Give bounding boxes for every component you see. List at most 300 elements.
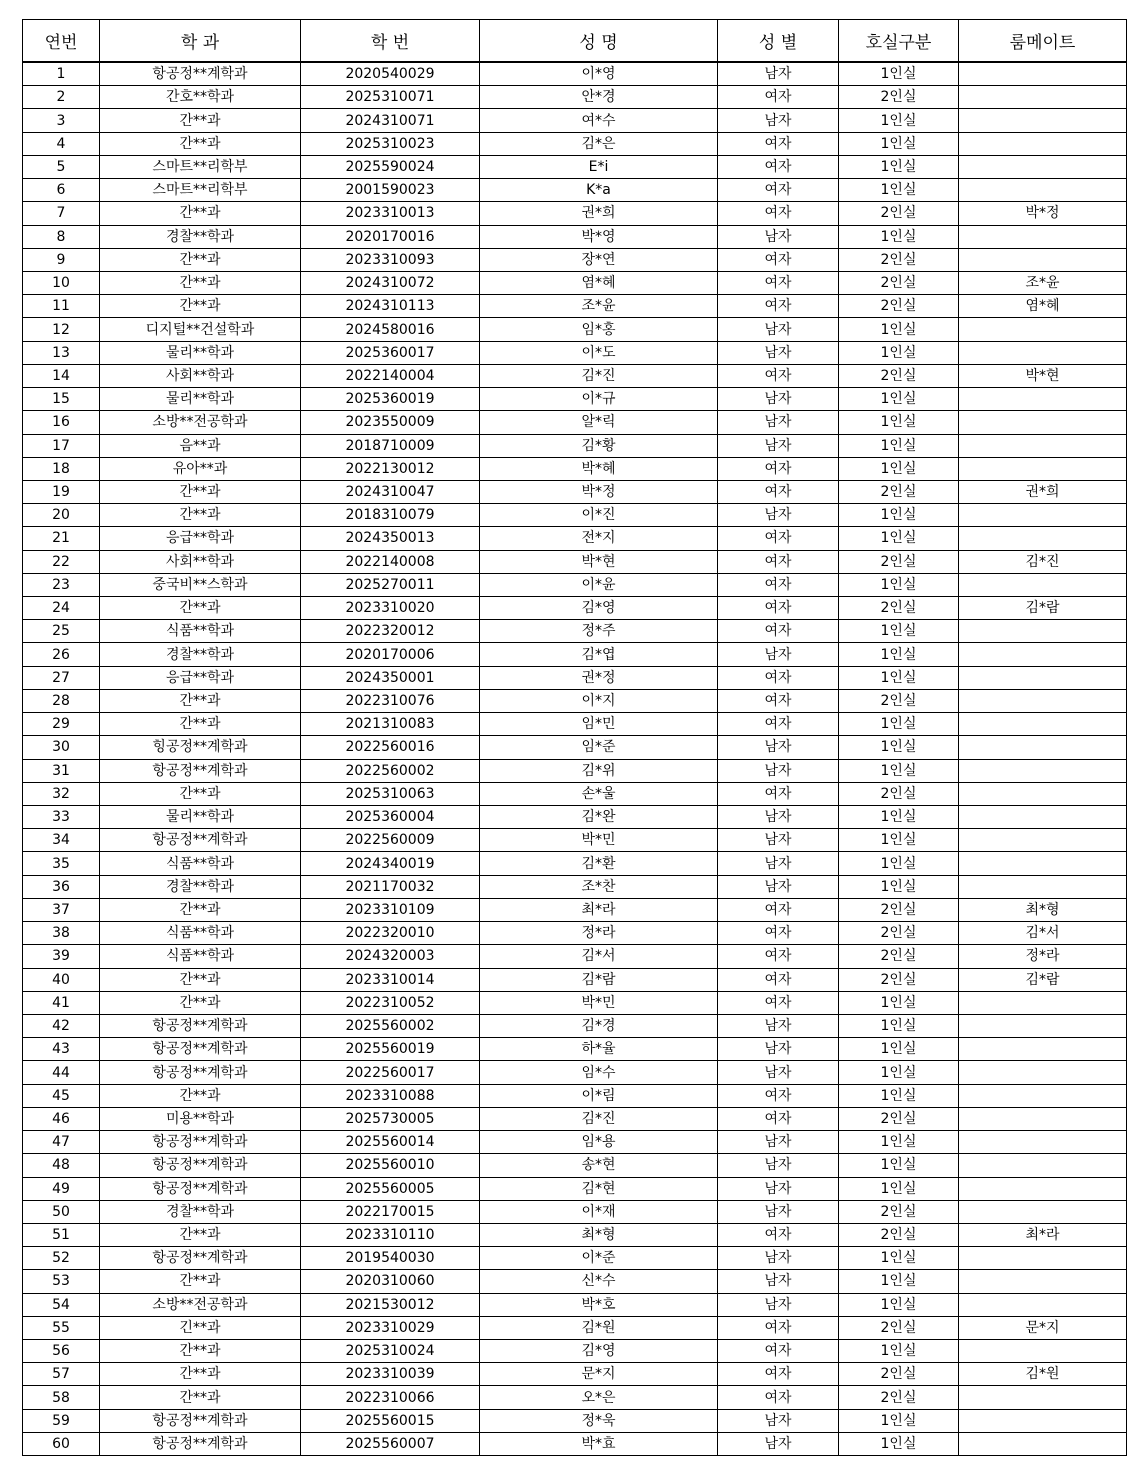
cell-no: 57 [23,1363,100,1386]
cell-roommate: 김*진 [959,550,1127,573]
cell-room-type: 1인실 [839,527,959,550]
cell-room-type: 2인실 [839,1316,959,1339]
cell-no: 18 [23,457,100,480]
header-row [23,20,1127,63]
header-department: 학 과 [100,20,301,63]
table-row [23,411,1127,434]
cell-no: 10 [23,271,100,294]
cell-room-type: 1인실 [839,1131,959,1154]
cell-student-id: 2020170006 [301,643,480,666]
table-row [23,1223,1127,1246]
cell-room-type: 1인실 [839,829,959,852]
cell-department: 간**과 [100,713,301,736]
cell-gender: 여자 [718,155,839,178]
cell-gender: 여자 [718,179,839,202]
cell-name: 하*율 [480,1038,718,1061]
cell-roommate [959,573,1127,596]
table-row [23,1061,1127,1084]
cell-roommate [959,62,1127,86]
cell-department: 간**과 [100,1363,301,1386]
cell-room-type: 1인실 [839,155,959,178]
cell-roommate [959,86,1127,109]
cell-student-id: 2022560016 [301,736,480,759]
cell-room-type: 1인실 [839,806,959,829]
cell-student-id: 2023310014 [301,968,480,991]
cell-name: 이*준 [480,1247,718,1270]
cell-student-id: 2025560002 [301,1014,480,1037]
cell-room-type: 1인실 [839,62,959,86]
table-row [23,597,1127,620]
cell-name: 정*욱 [480,1409,718,1432]
cell-roommate [959,388,1127,411]
table-row [23,1340,1127,1363]
cell-no: 16 [23,411,100,434]
cell-roommate [959,1014,1127,1037]
cell-student-id: 2001590023 [301,179,480,202]
cell-no: 59 [23,1409,100,1432]
cell-student-id: 2022560002 [301,759,480,782]
cell-student-id: 2025310023 [301,132,480,155]
table-row [23,1386,1127,1409]
cell-no: 2 [23,86,100,109]
cell-no: 25 [23,620,100,643]
cell-student-id: 2021530012 [301,1293,480,1316]
cell-department: 스마트**리학부 [100,155,301,178]
table-row [23,968,1127,991]
cell-department: 긴**과 [100,1316,301,1339]
table-row [23,1200,1127,1223]
cell-student-id: 2022140008 [301,550,480,573]
cell-gender: 남자 [718,875,839,898]
cell-room-type: 2인실 [839,1107,959,1130]
cell-gender: 남자 [718,1432,839,1455]
cell-roommate [959,1177,1127,1200]
cell-department: 사회**학과 [100,550,301,573]
cell-department: 사회**학과 [100,364,301,387]
cell-student-id: 2020170016 [301,225,480,248]
cell-name: 김*위 [480,759,718,782]
header-roommate: 룸메이트 [959,20,1127,63]
cell-gender: 여자 [718,620,839,643]
cell-room-type: 2인실 [839,295,959,318]
cell-roommate [959,248,1127,271]
cell-department: 간**과 [100,991,301,1014]
cell-gender: 남자 [718,341,839,364]
cell-student-id: 2022320010 [301,922,480,945]
cell-name: 김*현 [480,1177,718,1200]
cell-department: 항공정**계학과 [100,1038,301,1061]
cell-no: 9 [23,248,100,271]
cell-no: 39 [23,945,100,968]
cell-no: 13 [23,341,100,364]
cell-room-type: 2인실 [839,271,959,294]
cell-room-type: 1인실 [839,1177,959,1200]
cell-department: 스마트**리학부 [100,179,301,202]
cell-name: 박*혜 [480,457,718,480]
cell-name: 이*지 [480,689,718,712]
cell-room-type: 1인실 [839,504,959,527]
table-row [23,504,1127,527]
cell-no: 31 [23,759,100,782]
table-row [23,573,1127,596]
cell-roommate: 김*람 [959,597,1127,620]
cell-no: 23 [23,573,100,596]
cell-roommate: 문*지 [959,1316,1127,1339]
table-row [23,109,1127,132]
cell-gender: 남자 [718,1014,839,1037]
cell-name: 김*서 [480,945,718,968]
cell-room-type: 1인실 [839,1038,959,1061]
cell-roommate [959,318,1127,341]
cell-room-type: 1인실 [839,434,959,457]
cell-roommate [959,155,1127,178]
cell-department: 간**과 [100,132,301,155]
cell-gender: 여자 [718,573,839,596]
cell-gender: 여자 [718,782,839,805]
table-row [23,1154,1127,1177]
cell-gender: 여자 [718,248,839,271]
cell-gender: 남자 [718,1293,839,1316]
table-row [23,1270,1127,1293]
cell-room-type: 1인실 [839,411,959,434]
table-row [23,62,1127,86]
cell-student-id: 2025590024 [301,155,480,178]
cell-gender: 여자 [718,457,839,480]
table-row [23,666,1127,689]
table-row [23,643,1127,666]
cell-student-id: 2023310039 [301,1363,480,1386]
cell-gender: 여자 [718,945,839,968]
cell-name: 정*라 [480,922,718,945]
cell-student-id: 2023310110 [301,1223,480,1246]
cell-roommate: 박*정 [959,202,1127,225]
cell-roommate [959,1270,1127,1293]
cell-no: 35 [23,852,100,875]
cell-gender: 남자 [718,736,839,759]
cell-student-id: 2022170015 [301,1200,480,1223]
dormitory-roster-table [22,19,1127,1456]
cell-roommate [959,1432,1127,1455]
cell-gender: 남자 [718,1409,839,1432]
cell-roommate: 염*혜 [959,295,1127,318]
table-row [23,341,1127,364]
cell-department: 항공정**계학과 [100,1061,301,1084]
cell-gender: 남자 [718,504,839,527]
cell-department: 간**과 [100,1270,301,1293]
cell-department: 경찰**학과 [100,875,301,898]
cell-department: 식품**학과 [100,852,301,875]
cell-name: 염*혜 [480,271,718,294]
cell-name: 이*림 [480,1084,718,1107]
cell-name: 여*수 [480,109,718,132]
cell-gender: 여자 [718,550,839,573]
cell-roommate: 조*윤 [959,271,1127,294]
cell-roommate [959,1200,1127,1223]
cell-gender: 여자 [718,1107,839,1130]
cell-gender: 남자 [718,1154,839,1177]
cell-student-id: 2024310072 [301,271,480,294]
cell-no: 56 [23,1340,100,1363]
cell-roommate [959,666,1127,689]
cell-no: 22 [23,550,100,573]
cell-no: 1 [23,62,100,86]
cell-department: 항공정**계학과 [100,1014,301,1037]
cell-roommate: 정*라 [959,945,1127,968]
cell-gender: 여자 [718,271,839,294]
cell-room-type: 1인실 [839,1014,959,1037]
cell-room-type: 1인실 [839,736,959,759]
cell-student-id: 2024310071 [301,109,480,132]
cell-name: 임*준 [480,736,718,759]
cell-roommate [959,109,1127,132]
cell-department: 응급**학과 [100,666,301,689]
cell-roommate [959,132,1127,155]
cell-student-id: 2024310047 [301,480,480,503]
cell-name: 박*호 [480,1293,718,1316]
cell-department: 소방**전공학과 [100,1293,301,1316]
cell-name: 이*진 [480,504,718,527]
cell-student-id: 2024340019 [301,852,480,875]
cell-name: 장*연 [480,248,718,271]
cell-no: 21 [23,527,100,550]
cell-roommate [959,991,1127,1014]
cell-name: 전*지 [480,527,718,550]
cell-room-type: 1인실 [839,1247,959,1270]
cell-student-id: 2022310066 [301,1386,480,1409]
table-row [23,202,1127,225]
roster-sheet [22,19,1126,1456]
cell-gender: 여자 [718,527,839,550]
cell-room-type: 2인실 [839,945,959,968]
cell-name: 이*영 [480,62,718,86]
cell-no: 43 [23,1038,100,1061]
cell-gender: 남자 [718,829,839,852]
cell-department: 미용**학과 [100,1107,301,1130]
cell-gender: 여자 [718,295,839,318]
cell-room-type: 1인실 [839,109,959,132]
cell-name: 김*황 [480,434,718,457]
cell-no: 45 [23,1084,100,1107]
cell-name: 문*지 [480,1363,718,1386]
header-name: 성 명 [480,20,718,63]
cell-department: 간**과 [100,480,301,503]
cell-no: 19 [23,480,100,503]
cell-student-id: 2023310013 [301,202,480,225]
cell-gender: 남자 [718,1131,839,1154]
cell-gender: 여자 [718,480,839,503]
cell-gender: 남자 [718,643,839,666]
cell-student-id: 2020540029 [301,62,480,86]
cell-roommate [959,1107,1127,1130]
cell-student-id: 2025360017 [301,341,480,364]
table-row [23,155,1127,178]
cell-name: 박*효 [480,1432,718,1455]
cell-room-type: 1인실 [839,666,959,689]
cell-roommate [959,1131,1127,1154]
table-row [23,225,1127,248]
cell-no: 32 [23,782,100,805]
table-row [23,759,1127,782]
cell-room-type: 2인실 [839,898,959,921]
cell-gender: 여자 [718,364,839,387]
cell-gender: 여자 [718,713,839,736]
cell-room-type: 1인실 [839,1270,959,1293]
table-row [23,1363,1127,1386]
cell-no: 36 [23,875,100,898]
cell-name: 김*진 [480,1107,718,1130]
cell-no: 54 [23,1293,100,1316]
cell-roommate [959,829,1127,852]
table-row [23,434,1127,457]
cell-name: 조*윤 [480,295,718,318]
cell-name: 신*수 [480,1270,718,1293]
cell-name: 이*윤 [480,573,718,596]
cell-department: 식품**학과 [100,945,301,968]
cell-name: 박*민 [480,829,718,852]
cell-student-id: 2022140004 [301,364,480,387]
cell-room-type: 1인실 [839,1154,959,1177]
cell-student-id: 2022560009 [301,829,480,852]
cell-no: 34 [23,829,100,852]
cell-student-id: 2025560014 [301,1131,480,1154]
cell-roommate [959,806,1127,829]
cell-student-id: 2024350001 [301,666,480,689]
cell-name: 이*도 [480,341,718,364]
cell-roommate [959,1293,1127,1316]
cell-room-type: 1인실 [839,713,959,736]
cell-name: 김*영 [480,597,718,620]
cell-no: 46 [23,1107,100,1130]
cell-no: 38 [23,922,100,945]
cell-room-type: 1인실 [839,1084,959,1107]
cell-room-type: 1인실 [839,225,959,248]
table-row [23,132,1127,155]
cell-student-id: 2025310063 [301,782,480,805]
cell-room-type: 1인실 [839,643,959,666]
cell-department: 항공정**계학과 [100,1177,301,1200]
cell-student-id: 2025560005 [301,1177,480,1200]
cell-roommate [959,1386,1127,1409]
cell-room-type: 1인실 [839,991,959,1014]
cell-roommate [959,852,1127,875]
cell-roommate [959,689,1127,712]
cell-department: 항공정**계학과 [100,1154,301,1177]
cell-name: 조*찬 [480,875,718,898]
cell-department: 소방**전공학과 [100,411,301,434]
cell-room-type: 2인실 [839,689,959,712]
cell-no: 26 [23,643,100,666]
cell-name: 송*현 [480,1154,718,1177]
cell-gender: 남자 [718,411,839,434]
cell-name: 김*완 [480,806,718,829]
table-row [23,1409,1127,1432]
cell-no: 52 [23,1247,100,1270]
cell-department: 물리**학과 [100,388,301,411]
table-row [23,713,1127,736]
cell-room-type: 2인실 [839,1386,959,1409]
cell-student-id: 2025360004 [301,806,480,829]
cell-student-id: 2023550009 [301,411,480,434]
cell-name: 안*경 [480,86,718,109]
cell-gender: 여자 [718,1084,839,1107]
cell-no: 47 [23,1131,100,1154]
cell-no: 6 [23,179,100,202]
table-row [23,550,1127,573]
cell-roommate: 박*현 [959,364,1127,387]
cell-student-id: 2025560007 [301,1432,480,1455]
cell-room-type: 1인실 [839,457,959,480]
cell-name: 김*은 [480,132,718,155]
cell-student-id: 2024580016 [301,318,480,341]
cell-no: 14 [23,364,100,387]
table-row [23,1432,1127,1455]
cell-gender: 여자 [718,991,839,1014]
cell-gender: 남자 [718,1247,839,1270]
cell-student-id: 2025730005 [301,1107,480,1130]
cell-department: 간**과 [100,782,301,805]
cell-student-id: 2020310060 [301,1270,480,1293]
cell-roommate: 권*희 [959,480,1127,503]
table-row [23,86,1127,109]
cell-student-id: 2025270011 [301,573,480,596]
cell-roommate [959,1084,1127,1107]
table-row [23,945,1127,968]
cell-student-id: 2025360019 [301,388,480,411]
cell-roommate [959,1038,1127,1061]
cell-student-id: 2024320003 [301,945,480,968]
cell-room-type: 2인실 [839,782,959,805]
cell-department: 식품**학과 [100,922,301,945]
table-row [23,527,1127,550]
cell-no: 17 [23,434,100,457]
cell-room-type: 2인실 [839,1363,959,1386]
cell-roommate [959,782,1127,805]
table-row [23,1084,1127,1107]
cell-gender: 여자 [718,1223,839,1246]
table-row [23,1247,1127,1270]
cell-room-type: 2인실 [839,364,959,387]
cell-room-type: 2인실 [839,597,959,620]
cell-student-id: 2025560010 [301,1154,480,1177]
cell-room-type: 1인실 [839,318,959,341]
header-student-id: 학 번 [301,20,480,63]
table-row [23,1038,1127,1061]
table-row [23,689,1127,712]
cell-gender: 여자 [718,666,839,689]
cell-roommate [959,620,1127,643]
cell-department: 간**과 [100,295,301,318]
cell-name: K*a [480,179,718,202]
cell-roommate: 최*형 [959,898,1127,921]
cell-no: 58 [23,1386,100,1409]
cell-roommate [959,875,1127,898]
cell-student-id: 2023310088 [301,1084,480,1107]
header-gender: 성 별 [718,20,839,63]
cell-roommate [959,434,1127,457]
cell-gender: 남자 [718,62,839,86]
cell-roommate [959,341,1127,364]
cell-roommate: 최*라 [959,1223,1127,1246]
cell-name: 김*영 [480,1340,718,1363]
cell-department: 항공정**계학과 [100,829,301,852]
cell-gender: 남자 [718,1061,839,1084]
cell-gender: 남자 [718,1270,839,1293]
cell-gender: 남자 [718,109,839,132]
cell-gender: 여자 [718,132,839,155]
cell-roommate [959,179,1127,202]
cell-gender: 여자 [718,898,839,921]
cell-student-id: 2018310079 [301,504,480,527]
